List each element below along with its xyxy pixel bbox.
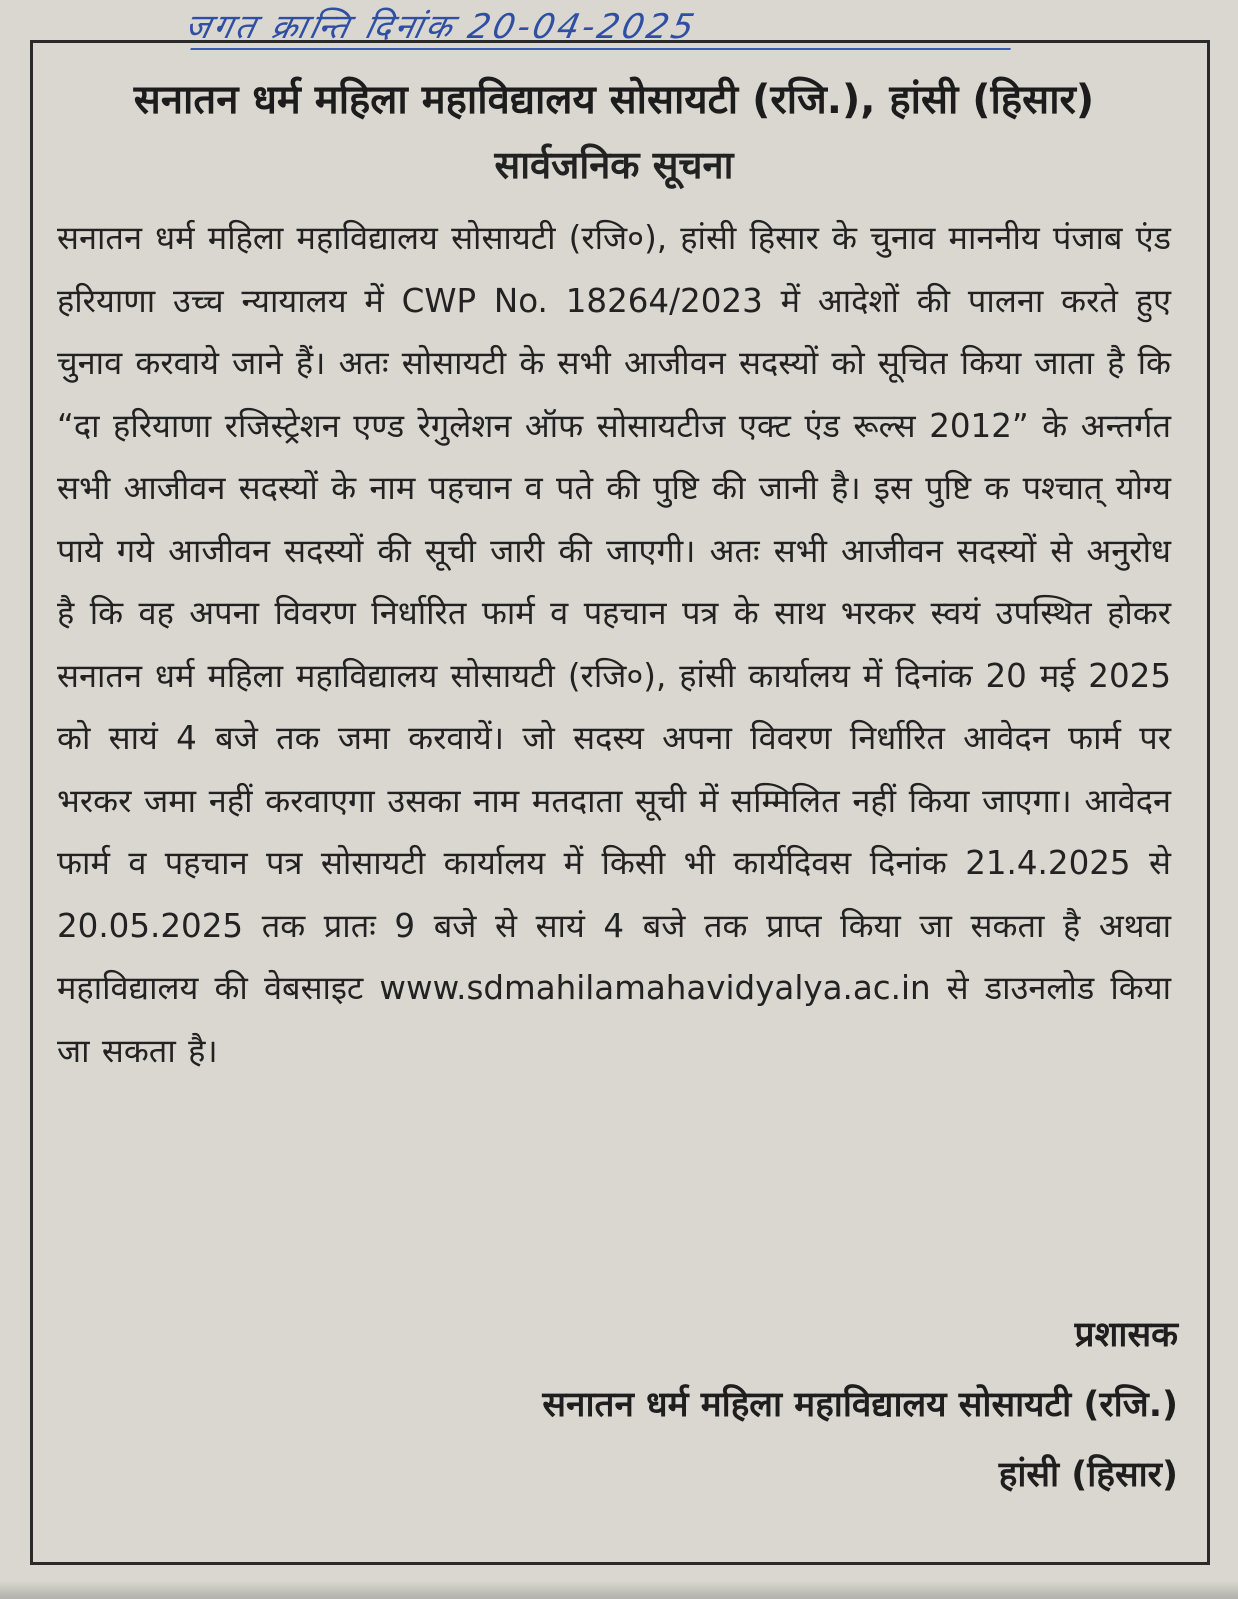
signature-title: प्रशासक — [1074, 1315, 1178, 1355]
notice-body: सनातन धर्म महिला महाविद्यालय सोसायटी (रजि०), हांसी हिसार के चुनाव माननीय पंजाब एंड हरियाणा उच्च न्यायालय में CWP No. 18264/2023 में आदेशों की पालना करते हुए चुनाव करवाये जाने हैं। अतः सोसायटी के सभी आजीवन सदस्यों को सूचित किया जाता है कि “दा हरियाणा रजिस्ट्रेशन एण्ड रेगुलेशन ऑफ सोसायटीज एक्ट एंड रूल्स 2012” के अन्तर्गत सभी आजीवन सदस्यों के नाम पहचान व पते की पुष्टि की जानी है। इस पुष्टि क पश्चात् योग्य पाये गये आजीवन सदस्यों की सूची जारी की जाएगी। अतः सभी आजीवन सदस्यों से अनुरोध है कि वह अपना विवरण निर्धारित फार्म व पहचान पत्र के साथ भरकर स्वयं उपस्थित होकर सनातन धर्म महिला महाविद्यालय सोसायटी (रजि०), हांसी कार्यालय में दिनांक 20 मई 2025 को सायं 4 बजे तक जमा करवायें। जो सदस्य अपना विवरण निर्धारित आवेदन फार्म पर भरकर जमा नहीं करवाएगा उसका नाम मतदाता सूची में सम्मिलित नहीं किया जाएगा। आवेदन फार्म व पहचान पत्र सोसायटी कार्यालय में किसी भी कार्यदिवस दिनांक 21.4.2025 से 20.05.2025 तक प्रातः 9 बजे से सायं 4 बजे तक प्राप्त किया जा सकता है अथवा महाविद्यालय की वेबसाइट www.sdmahilamahavidyalya.ac.in से डाउनलोड किया जा सकता है। — [57, 219, 1171, 1070]
signature-place: हांसी (हिसार) — [998, 1455, 1178, 1495]
signature-organization: सनातन धर्म महिला महाविद्यालय सोसायटी (रजि.) — [542, 1385, 1178, 1425]
signature-block — [542, 1300, 1178, 1510]
handwritten-text: जगत क्रान्ति दिनांक 20-04-2025 — [180, 7, 701, 47]
notice-heading: सनातन धर्म महिला महाविद्यालय सोसायटी (रजि.), हांसी (हिसार) — [133, 77, 1095, 123]
paper-edge-shadow — [0, 1581, 1238, 1599]
notice-subheading: सार्वजनिक सूचना — [494, 143, 734, 187]
